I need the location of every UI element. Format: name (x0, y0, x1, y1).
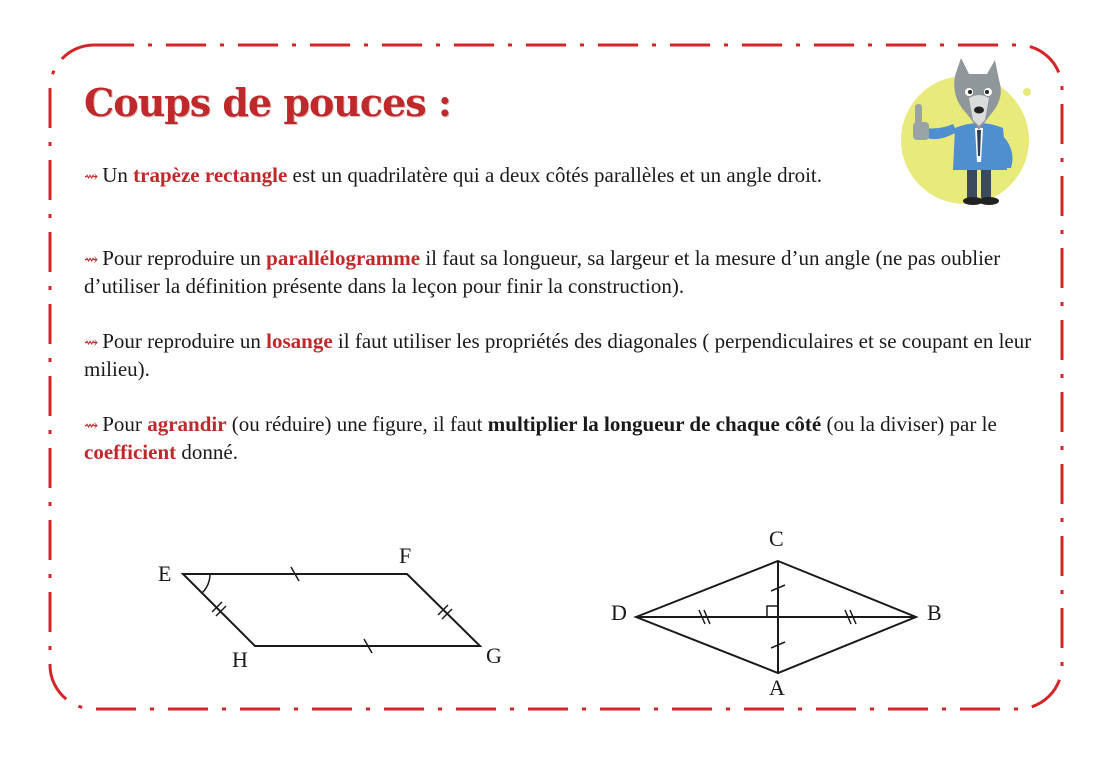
angle-arc-e (202, 574, 210, 593)
keyword-parallelogramme: parallélogramme (266, 246, 421, 270)
squiggle-arrow-icon: ⇝ (84, 416, 99, 435)
vertex-label-d: D (611, 600, 627, 625)
squiggle-arrow-icon: ⇝ (84, 333, 99, 352)
tip-losange (84, 328, 1034, 383)
tip-text: Un (102, 163, 134, 187)
tip-text: il faut sa longueur, sa largeur et la mesure d’un angle (ne pas oublier d’utiliser la définition présente dans la leçon pour finir la construction). (84, 246, 1001, 298)
vertex-label-b: B (927, 600, 942, 625)
vertex-label-f: F (399, 543, 412, 568)
tip-text: est un quadrilatère qui a deux côtés parallèles et un angle droit. (287, 163, 823, 187)
vertex-label-h: H (232, 647, 248, 672)
tip-text: Pour reproduire un (102, 246, 267, 270)
tip-text: il faut utiliser les propriétés des diagonales ( perpendiculaires et se coupant en leur milieu). (84, 329, 1032, 381)
tip-text: (ou réduire) une figure, il faut (226, 412, 488, 436)
keyword-trapeze-rectangle: trapèze rectangle (133, 163, 288, 187)
tip-agrandir (84, 411, 1034, 466)
keyword-agrandir: agrandir (147, 412, 227, 436)
parallelogram-figure (150, 535, 520, 675)
tip-text: (ou la diviser) par le (821, 412, 997, 436)
squiggle-arrow-icon: ⇝ (84, 250, 99, 269)
page-title: Coups de pouces : (84, 80, 451, 125)
squiggle-arrow-icon: ⇝ (84, 167, 99, 186)
keyword-losange: losange (266, 329, 333, 353)
right-angle-mark (767, 606, 778, 617)
vertex-label-e: E (158, 561, 172, 586)
parallelogram-shape (183, 574, 480, 646)
vertex-label-a: A (769, 675, 785, 700)
keyword-coefficient: coefficient (84, 440, 177, 464)
tip-trapeze-rectangle (84, 162, 884, 190)
wolf-mascot-illustration (895, 58, 1045, 210)
tip-parallelogramme (84, 245, 1034, 300)
vertex-label-g: G (486, 643, 502, 668)
vertex-label-c: C (769, 526, 784, 551)
keyword-multiplier: multiplier la longueur de chaque côté (487, 412, 822, 436)
rhombus-figure (605, 520, 955, 705)
tip-text: donné. (176, 440, 238, 464)
tip-text: Pour (102, 412, 148, 436)
tip-text: Pour reproduire un (102, 329, 267, 353)
